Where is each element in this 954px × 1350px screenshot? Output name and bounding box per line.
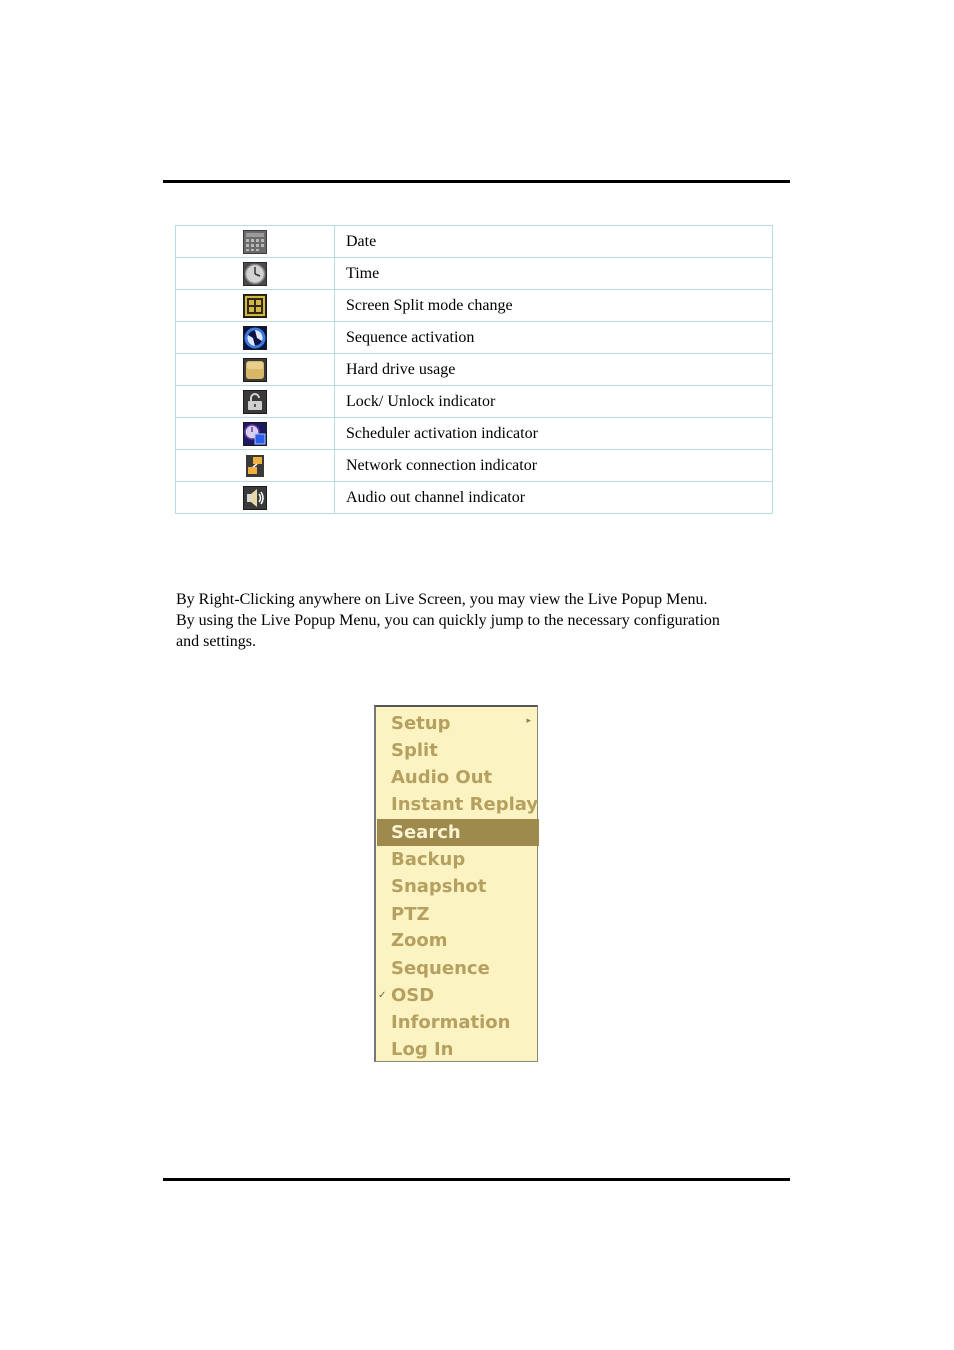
icon-description: Time [335,258,773,290]
table-row [176,258,773,290]
icon-description: Screen Split mode change [335,290,773,322]
hard-drive-icon [243,358,267,382]
menu-item-osd[interactable]: ✓ OSD [377,982,539,1009]
icon-description: Scheduler activation indicator [335,418,773,450]
header-rule [163,180,790,183]
split-screen-icon [243,294,267,318]
menu-item-search[interactable]: Search [377,819,539,846]
menu-item-log-in[interactable]: Log In [391,1039,454,1060]
calendar-icon [243,230,267,254]
scheduler-icon [243,422,267,446]
menu-item-split[interactable]: Split [391,740,438,761]
icon-description: Audio out channel indicator [335,482,773,514]
menu-item-information[interactable]: Information [391,1012,511,1033]
clock-icon [243,262,267,286]
lock-icon [243,390,267,414]
checkmark-icon: ✓ [378,990,387,1001]
sequence-icon [243,326,267,350]
network-icon [243,454,267,478]
intro-paragraph: By Right-Clicking anywhere on Live Screen, you may view the Live Popup Menu. By using the Live Popup Menu, you can quickly jump to the necessary configuration and settings. [176,591,720,650]
menu-item-instant-replay[interactable]: Instant Replay [391,794,539,815]
menu-item-audio-out[interactable]: Audio Out [391,767,493,788]
menu-item-sequence[interactable]: Sequence [391,958,490,979]
icon-description: Date [335,226,773,258]
table-row [176,290,773,322]
menu-item-zoom[interactable]: Zoom [391,930,448,951]
icon-description: Sequence activation [335,322,773,354]
menu-item-snapshot[interactable]: Snapshot [391,876,487,897]
footer-rule [163,1178,790,1181]
table-row [176,226,773,258]
icon-legend-table [175,225,773,514]
menu-item-ptz[interactable]: PTZ [391,904,430,925]
submenu-arrow-icon: ▸ [526,716,531,726]
live-popup-menu [374,705,538,1062]
table-row [176,450,773,482]
speaker-icon [243,486,267,510]
menu-item-setup[interactable]: Setup ▸ [377,710,539,737]
menu-item-backup[interactable]: Backup [391,849,466,870]
table-row [176,322,773,354]
table-row [176,482,773,514]
table-row [176,354,773,386]
icon-description: Hard drive usage [335,354,773,386]
table-row [176,386,773,418]
icon-description: Network connection indicator [335,450,773,482]
icon-description: Lock/ Unlock indicator [335,386,773,418]
table-row [176,418,773,450]
